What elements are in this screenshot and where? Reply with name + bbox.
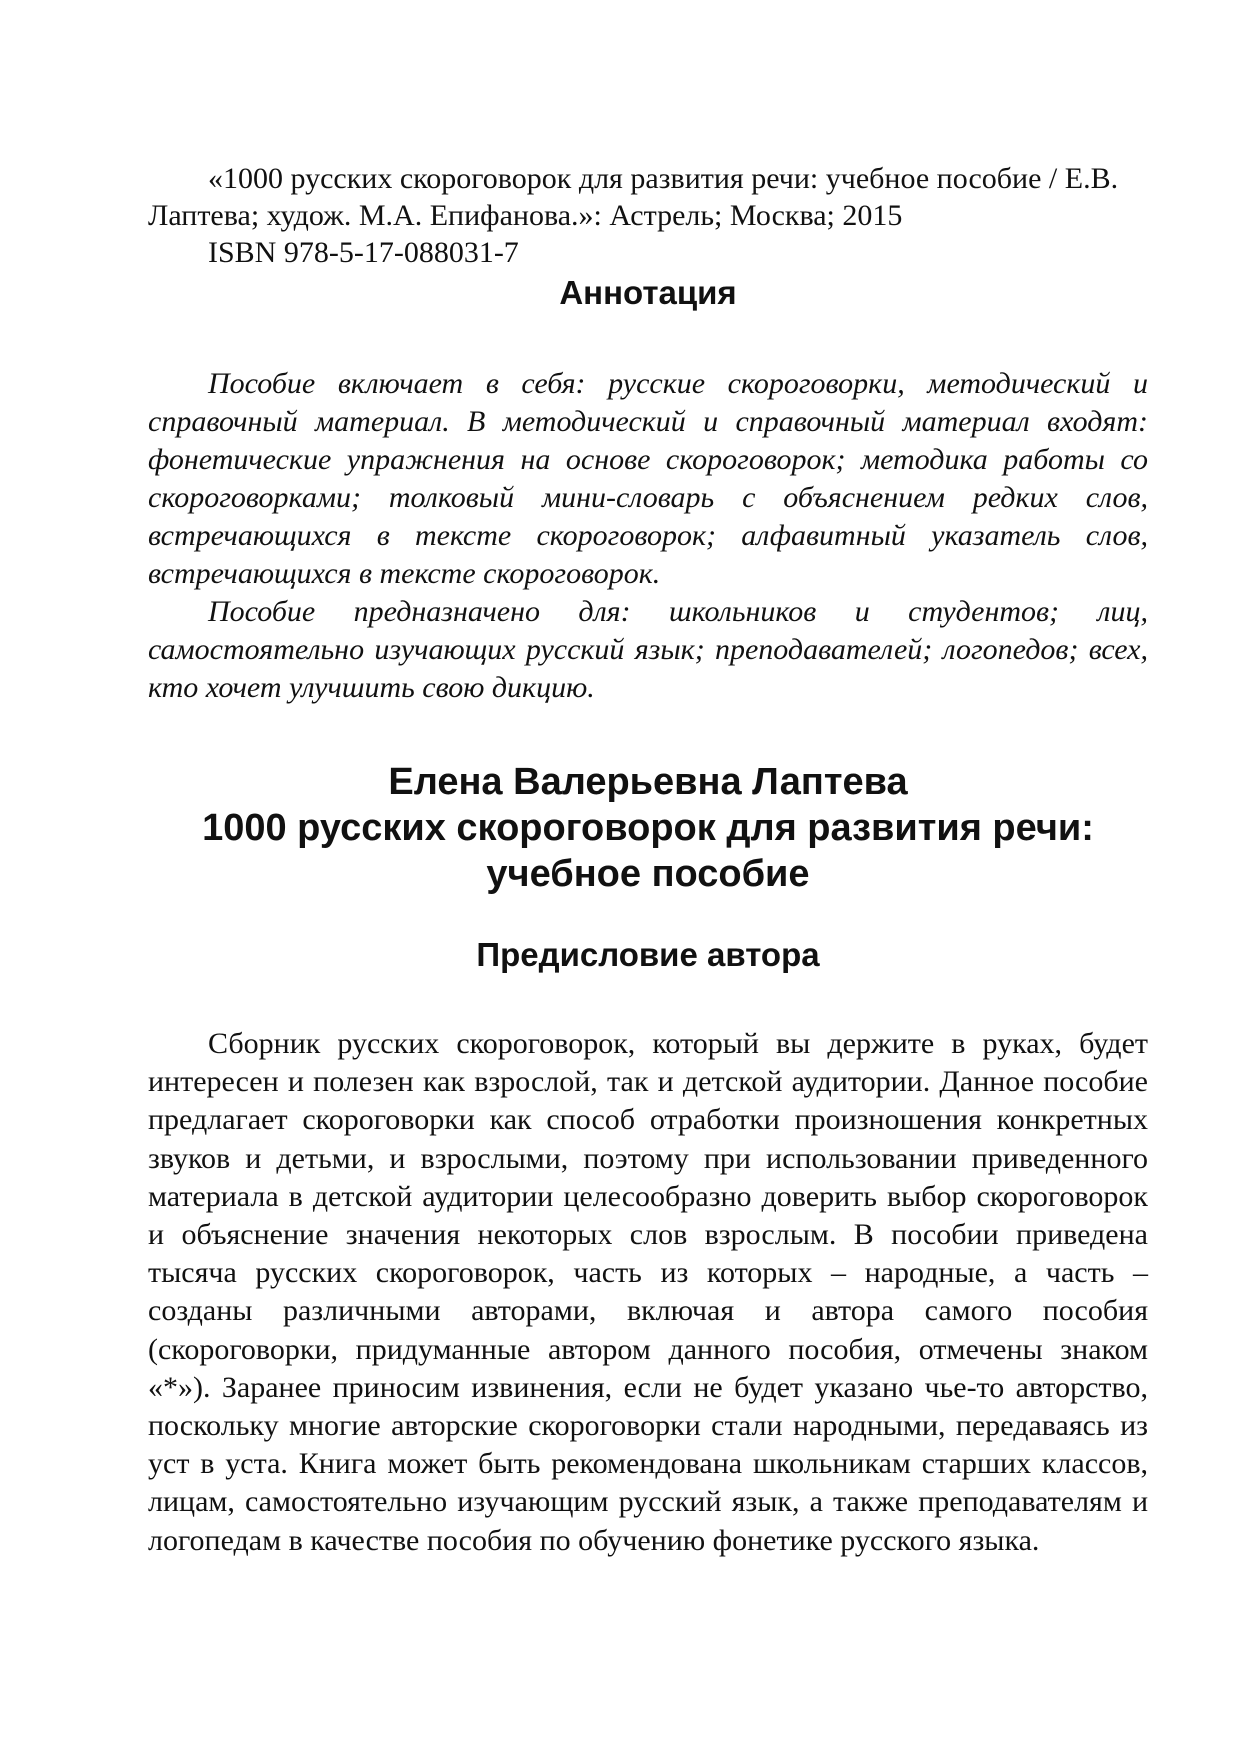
- bibliographic-record: [148, 160, 1148, 271]
- annotation-paragraph: Пособие включает в себя: русские скороговорки, методический и справочный материал. В методический и справочный материал входят: фонетические упражнения на основе скороговорок; методика работы со скороговорками; толковый мини-словарь с объяснением редких слов, встречающихся в тексте скороговорок; алфавитный указатель слов, встречающихся в тексте скороговорок.: [148, 367, 1148, 590]
- document-page: [148, 160, 1148, 1560]
- book-title-block: [148, 759, 1148, 897]
- book-title-line: 1000 русских скороговорок для развития речи:: [202, 807, 1094, 849]
- foreword-body: [148, 1025, 1148, 1560]
- annotation-heading: Аннотация: [559, 274, 737, 311]
- foreword-paragraph: Сборник русских скороговорок, который вы держите в руках, будет интересен и полезен как взрослой, так и детской аудитории. Данное пособие предлагает скороговорки как способ отработки произношения конкретных звуков и детьми, и взрослыми, поэтому при использовании приведенного материала в детской аудитории целесообразно доверить выбор скороговорок и объяснение значения некоторых слов взрослым. В пособии приведена тысяча русских скороговорок, часть из которых – народные, а часть – созданы различными авторами, включая и автора самого пособия (скороговорки, придуманные автором данного пособия, отмечены знаком «*»). Заранее приносим извинения, если не будет указано чье-то авторство, поскольку многие авторские скороговорки стали народными, передаваясь из уст в уста. Книга может быть рекомендована школьникам старших классов, лицам, самостоятельно изучающим русский язык, а также преподавателям и логопедам в качестве пособия по обучению фонетике русского языка.: [148, 1027, 1148, 1557]
- isbn: ISBN 978-5-17-088031-7: [208, 236, 519, 269]
- annotation-body: [148, 365, 1148, 707]
- foreword-heading: Предисловие автора: [476, 936, 820, 973]
- author-name: Елена Валерьевна Лаптева: [388, 761, 908, 803]
- book-title-line: учебное пособие: [486, 853, 810, 895]
- bibliographic-citation: «1000 русских скороговорок для развития речи: учебное пособие / Е.В. Лаптева; худож. М.А. Епифанова.»: Астрель; Москва; 2015: [148, 162, 1119, 232]
- annotation-paragraph: Пособие предназначено для: школьников и студентов; лиц, самостоятельно изучающих русский язык; преподавателей; логопедов; всех, кто хочет улучшить свою дикцию.: [148, 595, 1148, 704]
